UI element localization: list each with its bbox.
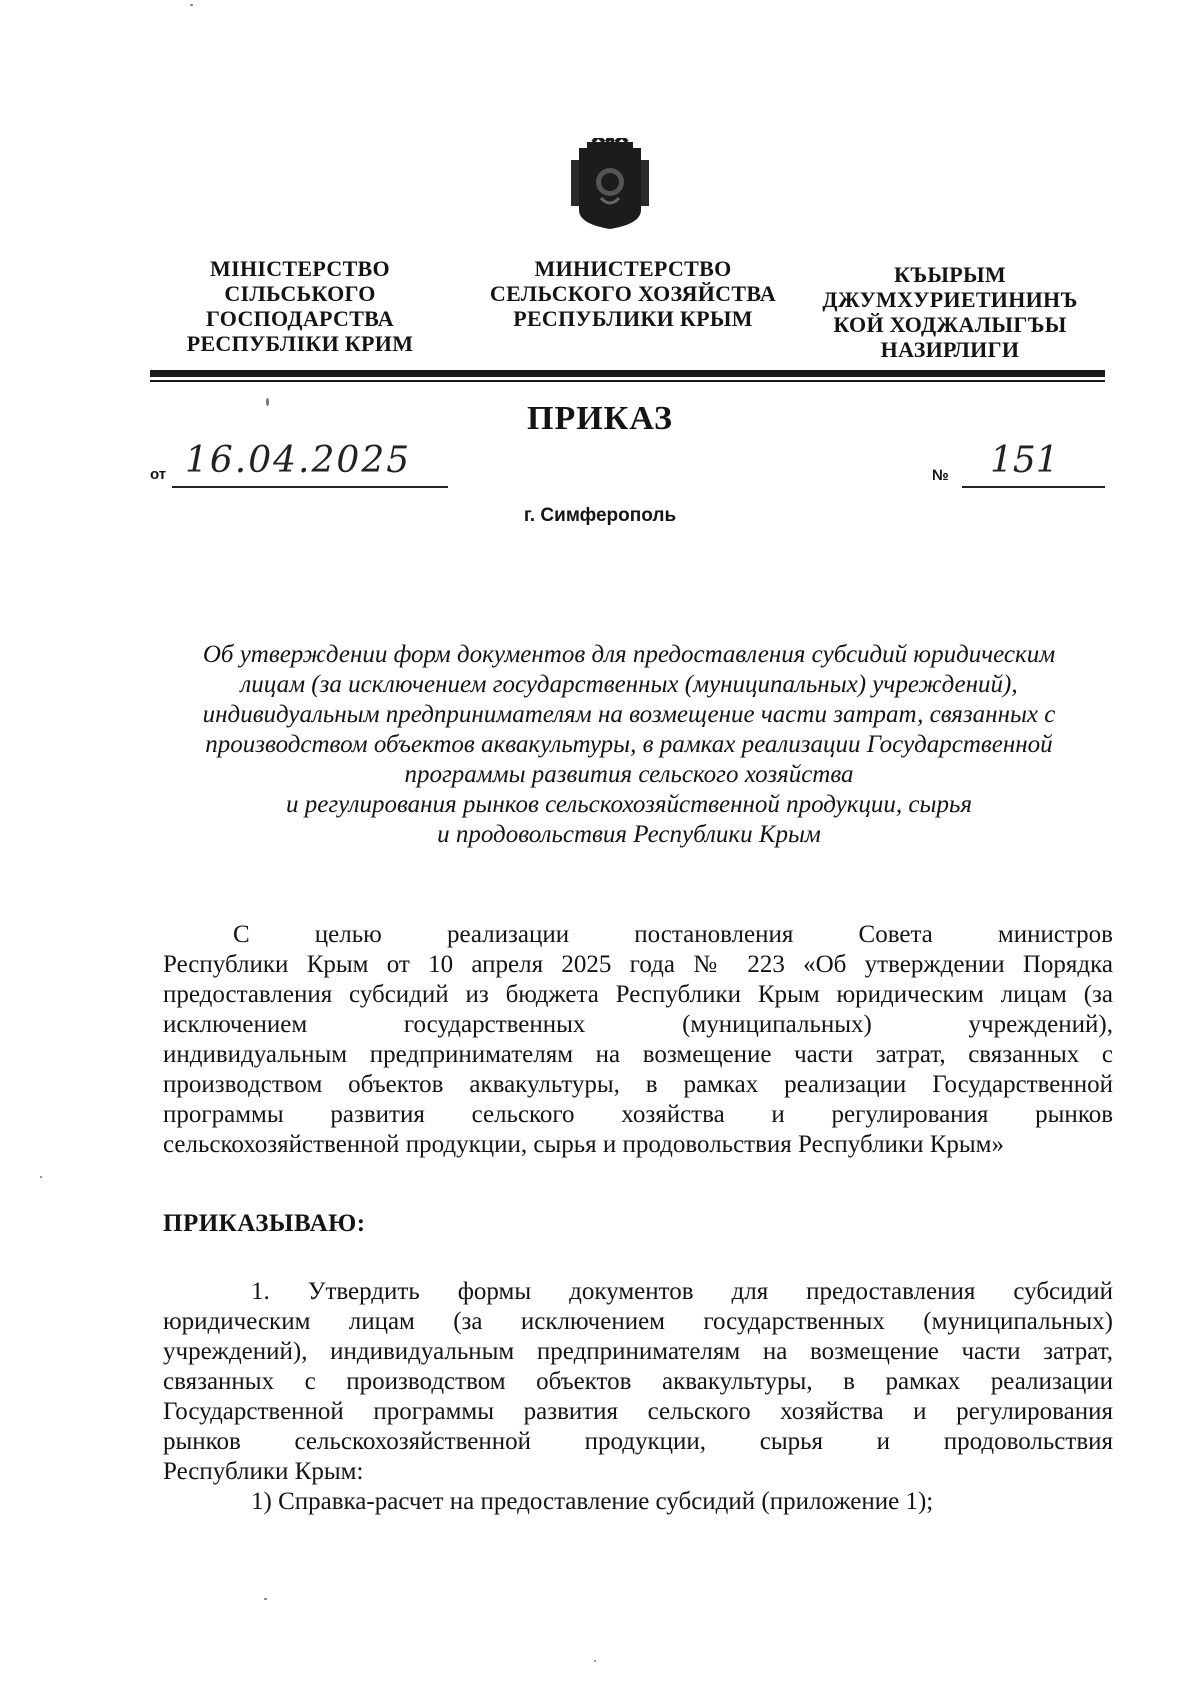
item-line: связанных с производством объектов аквакультуры, в рамках реализации [163, 1368, 1113, 1395]
city-name: г. Симферополь [523, 505, 677, 526]
subject-line: лицам (за исключением государственных (муниципальных) учреждений), [240, 671, 1018, 698]
scan-speck [594, 1660, 596, 1662]
subject-line: индивидуальным предпринимателям на возмещение части затрат, связанных с [202, 701, 1056, 728]
order-item-1 [163, 1277, 1113, 1517]
ministry-crh-line: ДЖУМХУРИЕТИНИНЪ [822, 287, 1078, 312]
date-label: от [150, 466, 167, 483]
scan-speck [40, 1176, 42, 1178]
subject-line: программы развития сельского хозяйства [404, 761, 854, 788]
date-underline [172, 486, 448, 488]
ministry-ua-line: МІНІСТЕРСТВО [210, 256, 390, 281]
ministry-ua-line: ГОСПОДАРСТВА [206, 306, 394, 331]
ministry-crh-line: КЪЫРЫМ [894, 262, 1006, 287]
ministry-name-ukrainian [175, 256, 425, 356]
number-label: № [932, 467, 949, 484]
preamble-line: индивидуальным предпринимателям на возмещение части затрат, связанных с [163, 1041, 1113, 1068]
document-title: ПРИКАЗ [527, 400, 673, 437]
ministry-name-russian [468, 256, 798, 331]
subitem-1: 1) Справка-расчет на предоставление субсидий (приложение 1); [251, 1488, 934, 1515]
header-divider-thick [150, 370, 1105, 377]
number-underline [962, 486, 1105, 488]
handwritten-number: 151 [990, 440, 1059, 481]
preamble-line: сельскохозяйственной продукции, сырья и продовольствия Республики Крым» [163, 1131, 1004, 1158]
preamble-line: предоставления субсидий из бюджета Республики Крым юридическим лицам (за [163, 981, 1113, 1008]
ministry-ru-line: СЕЛЬСКОГО ХОЗЯЙСТВА [489, 281, 777, 306]
ministry-name-crimean-tatar [815, 262, 1085, 362]
item-line: рынков сельскохозяйственной продукции, сырья и продовольствия [163, 1428, 1113, 1455]
ministry-ru-line: МИНИСТЕРСТВО [534, 256, 732, 281]
subject-line: Об утверждении форм документов для предоставления субсидий юридическим [202, 641, 1056, 668]
preamble-line: Республики Крым от 10 апреля 2025 года № 223 «Об утверждении Порядка [163, 951, 1113, 978]
preamble-line: производством объектов аквакультуры, в рамках реализации Государственной [163, 1071, 1113, 1098]
ministry-crh-line: КОЙ ХОДЖАЛЫГЪЫ [833, 312, 1067, 337]
preamble-line: исключением государственных (муниципальных) учреждений), [163, 1011, 1113, 1038]
ministry-ru-line: РЕСПУБЛИКИ КРЫМ [513, 306, 753, 331]
header-divider-thin [150, 380, 1105, 382]
item-line: 1. Утвердить формы документов для предоставления субсидий [251, 1278, 1113, 1305]
order-subject [150, 640, 1108, 850]
item-line: учреждений), индивидуальным предпринимателям на возмещение части затрат, [163, 1338, 1113, 1365]
preamble-paragraph [163, 920, 1113, 1160]
preamble-line: программы развития сельского хозяйства и регулирования рынков [163, 1101, 1113, 1128]
subject-line: производством объектов аквакультуры, в рамках реализации Государственной [205, 731, 1053, 758]
handwritten-date: 16.04.2025 [185, 440, 412, 481]
scan-speck [266, 398, 269, 406]
scan-speck [264, 1598, 267, 1600]
order-heading: ПРИКАЗЫВАЮ: [163, 1210, 366, 1237]
ministry-crh-line: НАЗИРЛИГИ [880, 337, 1020, 362]
subject-line: и регулирования рынков сельскохозяйственной продукции, сырья [286, 791, 972, 818]
coat-of-arms-emblem [571, 138, 649, 230]
ministry-ua-line: РЕСПУБЛІКИ КРИМ [186, 331, 414, 356]
item-line: юридическим лицам (за исключением государственных (муниципальных) [163, 1308, 1113, 1335]
ministry-ua-line: СІЛЬСЬКОГО [224, 281, 376, 306]
item-line: Государственной программы развития сельского хозяйства и регулирования [163, 1398, 1113, 1425]
scan-speck [190, 4, 193, 6]
item-line: Республики Крым: [163, 1458, 364, 1485]
preamble-line: С целью реализации постановления Совета министров [233, 921, 1113, 948]
subject-line: и продовольствия Республики Крым [437, 821, 821, 848]
